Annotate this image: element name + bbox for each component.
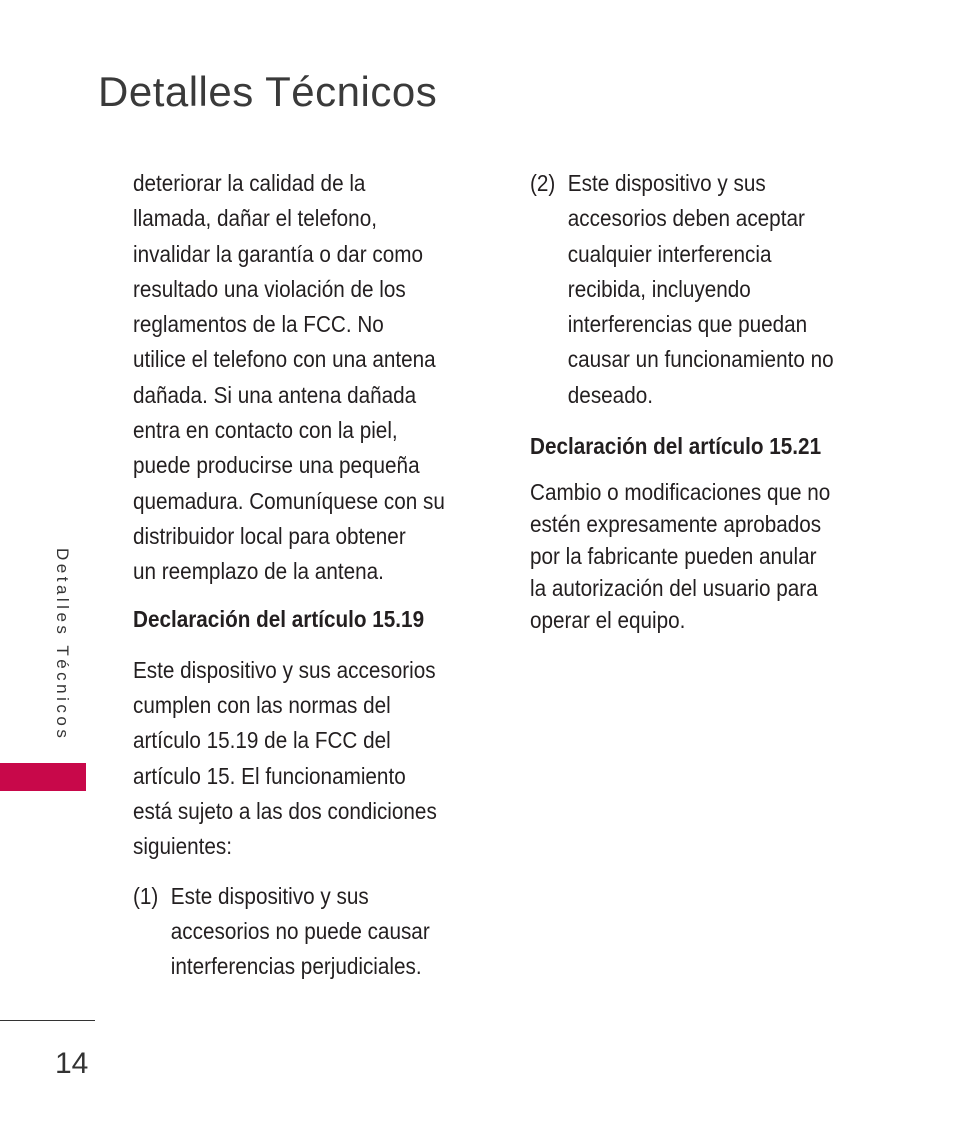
text-line: accesorios deben aceptar	[567, 205, 805, 232]
text-line: causar un funcionamiento no	[567, 346, 834, 373]
section-heading-15-21: Declaración del artículo 15.21	[530, 433, 822, 460]
text-line: artículo 15. El funcionamiento	[133, 762, 406, 789]
text-line: la autorización del usuario para	[530, 575, 818, 602]
text-line: cumplen con las normas del	[133, 692, 391, 719]
text-line: Este dispositivo y sus	[170, 882, 369, 909]
text-line: Este dispositivo y sus	[567, 170, 766, 196]
list-item-text	[568, 166, 834, 413]
text-line: cualquier interferencia	[567, 240, 772, 267]
text-line: deseado.	[567, 381, 653, 408]
list-number: (1)	[133, 882, 159, 909]
text-line: accesorios no puede causar	[170, 917, 430, 944]
side-section-label: Detalles Técnicos	[53, 548, 72, 742]
text-line: recibida, incluyendo	[567, 275, 751, 302]
list-item-1	[133, 879, 445, 985]
text-line: está sujeto a las dos condiciones	[133, 798, 437, 825]
section-body-15-21	[530, 476, 834, 636]
list-item-2	[530, 166, 834, 413]
text-line: distribuidor local para obtener	[133, 522, 406, 549]
text-line: artículo 15.19 de la FCC del	[133, 727, 391, 754]
text-line: puede producirse una pequeña	[133, 452, 420, 479]
text-line: Cambio o modificaciones que no	[530, 479, 831, 506]
text-line: reglamentos de la FCC. No	[133, 311, 384, 338]
text-line: llamada, dañar el telefono,	[133, 205, 377, 232]
text-line: siguientes:	[133, 833, 232, 860]
left-column	[133, 166, 445, 985]
right-column	[530, 166, 834, 636]
text-line: estén expresamente aprobados	[530, 511, 822, 538]
text-line: deteriorar la calidad de la	[133, 170, 366, 196]
text-line: por la fabricante pueden anular	[530, 543, 817, 570]
page-title: Detalles Técnicos	[98, 68, 438, 115]
text-line: operar el equipo.	[530, 607, 686, 634]
text-line: utilice el telefono con una antena	[133, 346, 436, 373]
intro-paragraph	[133, 166, 445, 590]
footer-rule	[0, 1020, 95, 1021]
list-item-text	[171, 879, 430, 985]
text-line: interferencias que puedan	[567, 311, 808, 338]
text-line: dañada. Si una antena dañada	[133, 381, 417, 408]
list-number: (2)	[530, 170, 556, 196]
section-body-15-19	[133, 653, 445, 865]
text-line: Este dispositivo y sus accesorios	[133, 656, 436, 683]
text-line: quemadura. Comuníquese con su	[133, 487, 445, 514]
section-tab-marker	[0, 763, 86, 791]
text-line: un reemplazo de la antena.	[133, 558, 384, 585]
text-line: entra en contacto con la piel,	[133, 417, 398, 444]
page-number: 14	[55, 1047, 89, 1080]
text-line: resultado una violación de los	[133, 275, 406, 302]
section-heading-15-19: Declaración del artículo 15.19	[133, 605, 425, 632]
text-line: invalidar la garantía o dar como	[133, 240, 423, 267]
text-line: interferencias perjudiciales.	[170, 953, 422, 980]
